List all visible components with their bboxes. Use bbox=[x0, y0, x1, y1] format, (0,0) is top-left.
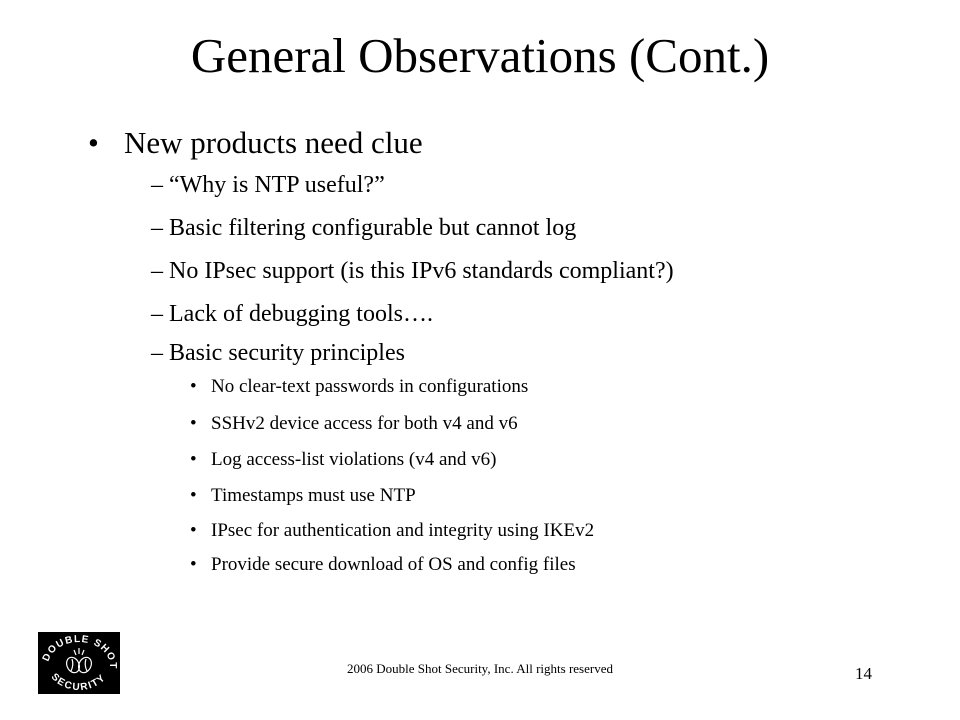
slide-title: General Observations (Cont.) bbox=[190, 28, 770, 83]
principle-text: Timestamps must use NTP bbox=[211, 485, 416, 506]
bullet-marker: • bbox=[190, 485, 197, 506]
bullet-marker: • bbox=[190, 449, 197, 470]
footer-copyright: 2006 Double Shot Security, Inc. All rights reserved bbox=[347, 661, 613, 676]
bullet-marker: • bbox=[190, 413, 197, 434]
bullet-marker: • bbox=[190, 376, 197, 397]
principle-text: SSHv2 device access for both v4 and v6 bbox=[211, 413, 518, 434]
bullet-marker: • bbox=[190, 520, 197, 541]
svg-text:DOUBLE SHOT: DOUBLE SHOT bbox=[40, 633, 119, 670]
svg-text:SECURITY: SECURITY bbox=[48, 671, 109, 694]
principle-text: IPsec for authentication and integrity using IKEv2 bbox=[211, 520, 595, 541]
bullet-marker: • bbox=[88, 125, 99, 160]
dash-marker: – bbox=[151, 301, 163, 327]
principle-text: Log access-list violations (v4 and v6) bbox=[211, 449, 497, 470]
dash-marker: – bbox=[151, 172, 163, 198]
page-number: 14 bbox=[855, 664, 872, 683]
bullet-text: New products need clue bbox=[124, 125, 423, 160]
bullet-marker: • bbox=[190, 554, 197, 575]
dash-marker: – bbox=[151, 215, 163, 241]
sub-bullet-text: No IPsec support (is this IPv6 standards compliant?) bbox=[169, 258, 674, 284]
sub-bullet-text: Basic security principles bbox=[169, 340, 405, 366]
dash-marker: – bbox=[151, 340, 163, 366]
principle-text: No clear-text passwords in configurations bbox=[211, 376, 529, 397]
sub-bullet-text: “Why is NTP useful?” bbox=[169, 172, 385, 198]
dash-marker: – bbox=[151, 258, 163, 284]
sub-bullet-text: Basic filtering configurable but cannot log bbox=[169, 215, 577, 241]
principle-text: Provide secure download of OS and config files bbox=[211, 554, 576, 575]
sub-bullet-text: Lack of debugging tools…. bbox=[169, 301, 433, 327]
